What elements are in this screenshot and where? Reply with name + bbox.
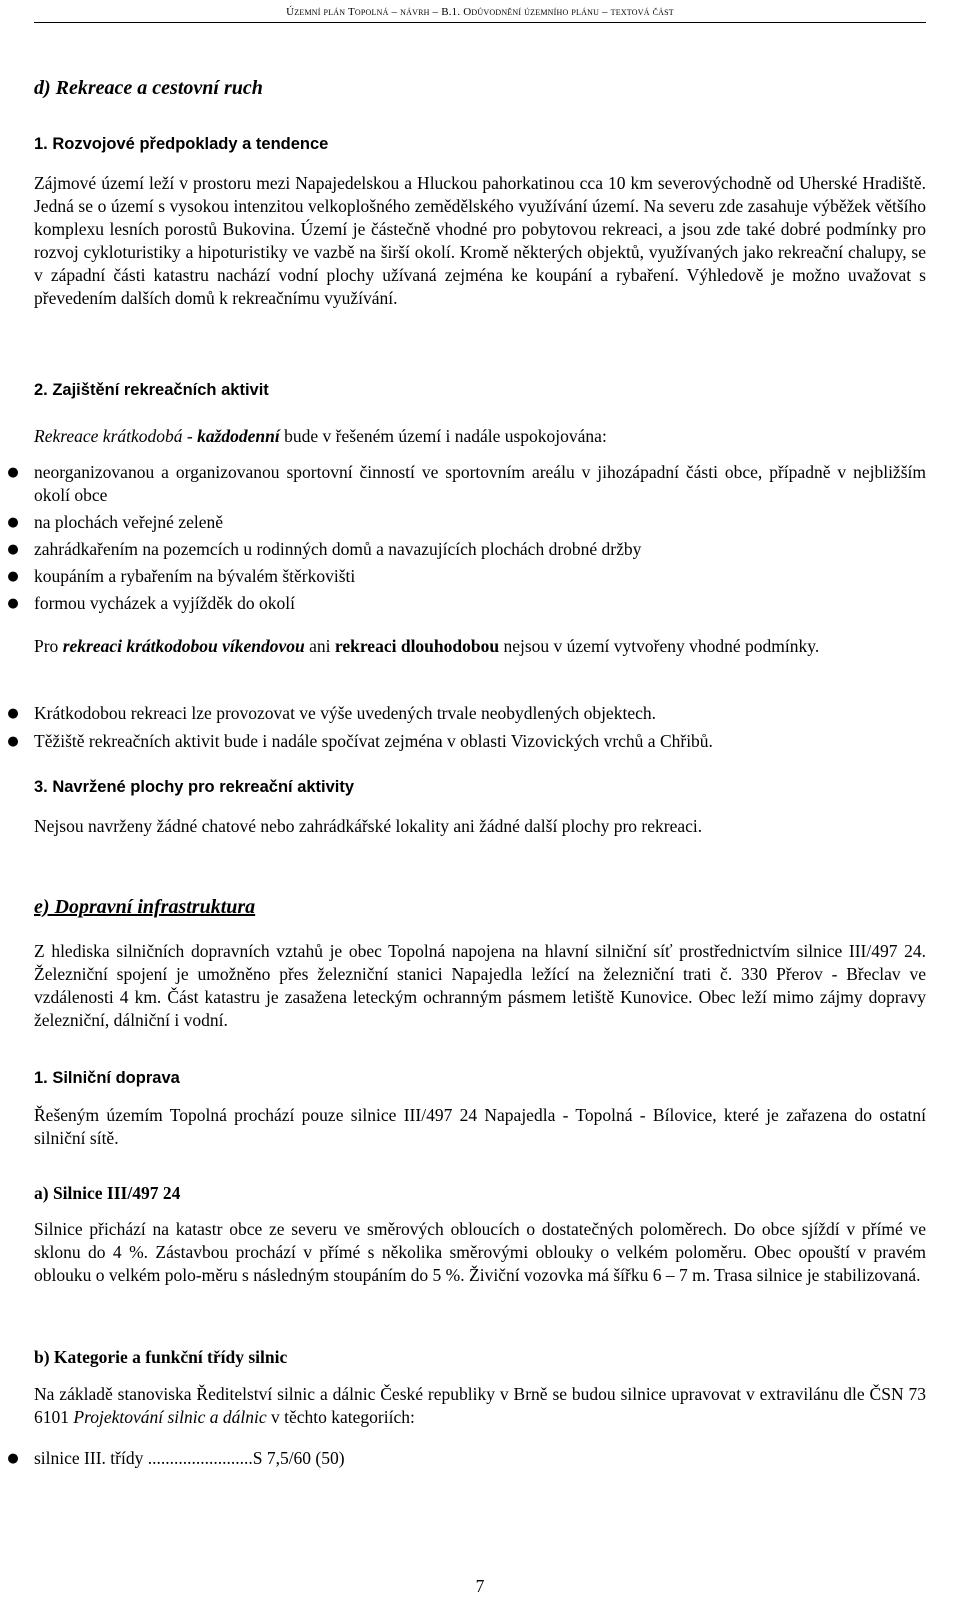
recreation-list-2 <box>7 702 926 753</box>
bullet-icon: ● <box>7 1451 19 1466</box>
bullet-icon: ● <box>7 596 19 611</box>
intro-rest: bude v řešeném území i nadále uspokojována: <box>279 426 607 446</box>
list-item: ● neorganizovanou a organizovanou sportovní činností ve sportovním areálu v jihozápadní části obce, případně v nejbližším okolí obce <box>7 462 926 505</box>
page-number: 7 <box>475 1576 485 1596</box>
section-d-sub3-title: 3. Navržené plochy pro rekreační aktivity <box>34 778 355 796</box>
road-category-list <box>7 1447 926 1470</box>
section-d-sub2-intro <box>34 425 926 448</box>
list-item: ● na plochách veřejné zeleně <box>7 512 223 532</box>
section-e-sub-b-paragraph: Na základě stanoviska Ředitelství silnic a dálnic České republiky v Brně se budou silnice upravovat v extravilánu dle ČSN 73 6101 Projektování silnic a dálnic v těchto kategoriích: <box>34 1384 926 1427</box>
section-d-sub1-title: 1. Rozvojové předpoklady a tendence <box>34 135 329 153</box>
weekend-recreation-paragraph: Pro rekreaci krátkodobou víkendovou ani rekreaci dlouhodobou nejsou v území vytvořeny vhodné podmínky. <box>34 636 820 656</box>
section-e-title: e) Dopravní infrastruktura <box>34 896 256 918</box>
section-d-sub1-paragraph: Zájmové území leží v prostoru mezi Napajedelskou a Hluckou pahorkatinou cca 10 km severovýchodně od Uherské Hradiště. Jedná se o území s vysokou intenzitou velkoplošného zemědělského využívání území. Na severu zde zasahuje výběžek většího komplexu lesních porostů Bukovina. Území je částečně vhodné pro pobytovou rekreaci, a jsou zde také dobré podmínky pro rozvoj cykloturistiky a hipoturistiky ve vazbě na širší okolí. Kromě některých objektů, využívaných jako rekreační chalupy, se v západní části katastru nachází vodní plochy užívaná zejména ke koupání a rybaření. Výhledově je možno uvažovat s převedením dalších domů k rekreačnímu využívání. <box>34 173 926 308</box>
page-header: Územní plán Topolná – návrh – B.1. Odůvodnění územního plánu – textová část <box>286 6 674 18</box>
section-d-title: d) Rekreace a cestovní ruch <box>34 77 263 99</box>
section-e-paragraph: Z hlediska silničních dopravních vztahů je obec Topolná napojena na hlavní silniční síť prostřednictvím silnice III/497 24. Železniční spojení je umožněno přes železniční stanici Napajedla ležící na železniční trati č. 330 Přerov - Břeclav ve vzdálenosti 4 km. Část katastru je zasažena leteckým ochranným pásmem letiště Kunovice. Obec leží mimo zájmy dopravy železniční, dálniční i vodní. <box>34 941 926 1030</box>
bullet-icon: ● <box>7 515 19 530</box>
recreation-list <box>7 461 926 615</box>
section-d-sub2-title: 2. Zajištění rekreačních aktivit <box>34 381 269 399</box>
bullet-icon: ● <box>7 706 19 721</box>
header-rule <box>34 22 926 23</box>
list-item: ● Těžiště rekreačních aktivit bude i nadále spočívat zejména v oblasti Vizovických vrchů a Chřibů. <box>7 731 713 751</box>
list-item: ● silnice III. třídy ........................S 7,5/60 (50) <box>7 1448 345 1468</box>
intro-em: Rekreace krátkodobá - <box>34 426 198 446</box>
list-item: ● formou vycházek a vyjížděk do okolí <box>7 593 295 613</box>
section-e-sub-a-title: a) Silnice III/497 24 <box>34 1183 181 1203</box>
list-item: ● koupáním a rybařením na bývalém štěrkovišti <box>7 566 356 586</box>
list-item: ● zahrádkařením na pozemcích u rodinných domů a navazujících plochách drobné držby <box>7 539 642 559</box>
bullet-icon: ● <box>7 542 19 557</box>
section-e-sub1-paragraph: Řešeným územím Topolná prochází pouze silnice III/497 24 Napajedla - Topolná - Bílovice, které je zařazena do ostatní silniční sítě. <box>34 1105 926 1148</box>
bullet-icon: ● <box>7 569 19 584</box>
section-d-sub3-paragraph: Nejsou navrženy žádné chatové nebo zahrádkářské lokality ani žádné další plochy pro rekreaci. <box>34 816 703 836</box>
section-e-sub1-title: 1. Silniční doprava <box>34 1069 180 1087</box>
bullet-icon: ● <box>7 465 19 480</box>
intro-em-bold: každodenní <box>197 426 280 446</box>
list-item: ● Krátkodobou rekreaci lze provozovat ve výše uvedených trvale neobydlených objektech. <box>7 703 656 723</box>
section-e-sub-b-title: b) Kategorie a funkční třídy silnic <box>34 1347 288 1367</box>
section-e-sub-a-paragraph: Silnice přichází na katastr obce ze severu ve směrových obloucích o dostatečných poloměrech. Do obce sjíždí v přímé ve sklonu do 4 %. Zástavbou prochází v přímé s několika směrovými oblouky o velkém poloměru. Obec opouští v pravém oblouku o velkém polo-měru s následným stoupáním do 5 %. Živiční vozovka má šířku 6 – 7 m. Trasa silnice je stabilizovaná. <box>34 1219 926 1285</box>
bullet-icon: ● <box>7 734 19 749</box>
